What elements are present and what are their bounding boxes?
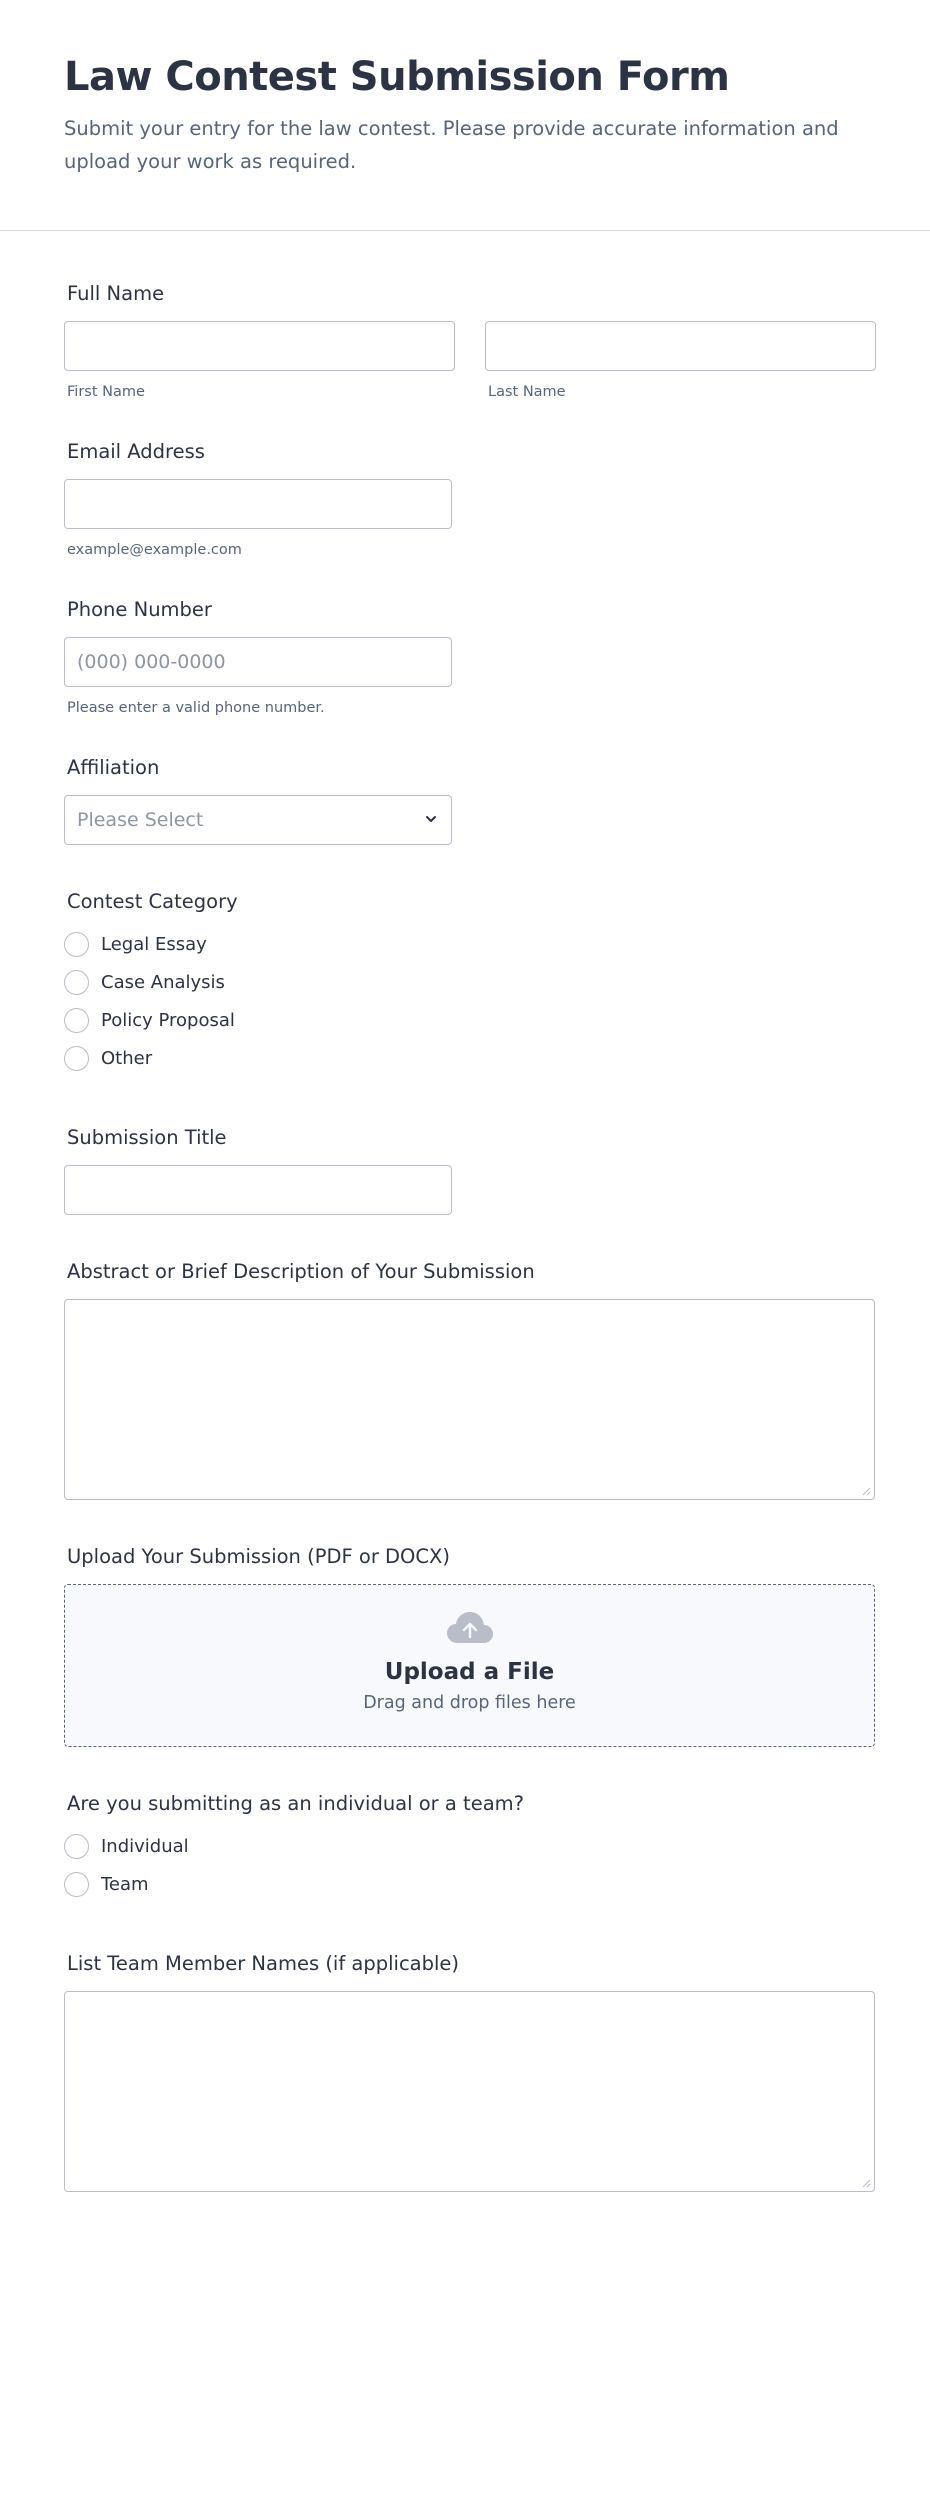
upload-title: Upload a File (384, 1659, 555, 1685)
abstract-field-group (64, 1259, 866, 1500)
radio-label: Team (101, 1873, 149, 1895)
radio-button[interactable] (64, 1046, 89, 1071)
radio-label: Other (101, 1047, 153, 1069)
email-label: Email Address (67, 440, 205, 463)
resize-grip-icon[interactable] (861, 1486, 871, 1496)
radio-button[interactable] (64, 1008, 89, 1033)
email-sublabel: example@example.com (67, 542, 242, 558)
phone-sublabel: Please enter a valid phone number. (67, 700, 325, 716)
first-name-input[interactable] (64, 321, 455, 371)
page-title: Law Contest Submission Form (64, 54, 730, 100)
form-header (0, 0, 930, 231)
participation-option-individual[interactable] (64, 1827, 866, 1865)
radio-button[interactable] (64, 1834, 89, 1859)
radio-label: Case Analysis (101, 971, 225, 993)
affiliation-field-group (64, 755, 866, 845)
full-name-label: Full Name (67, 282, 165, 305)
radio-label: Legal Essay (101, 933, 207, 955)
cloud-upload-icon (445, 1609, 495, 1647)
category-field-group (64, 889, 866, 1077)
participation-option-team[interactable] (64, 1865, 866, 1903)
abstract-textarea[interactable] (64, 1299, 875, 1500)
category-option-other[interactable] (64, 1039, 866, 1077)
participation-radio-group (64, 1827, 866, 1903)
radio-button[interactable] (64, 932, 89, 957)
radio-button[interactable] (64, 1872, 89, 1897)
upload-label: Upload Your Submission (PDF or DOCX) (67, 1545, 450, 1568)
category-option-policy-proposal[interactable] (64, 1001, 866, 1039)
chevron-down-icon (424, 812, 438, 826)
page-subtitle: Submit your entry for the law contest. Please provide accurate information and upload your work as required. (64, 117, 839, 173)
last-name-sublabel: Last Name (488, 384, 566, 400)
participation-field-group (64, 1791, 866, 1903)
radio-button[interactable] (64, 970, 89, 995)
email-input[interactable] (64, 479, 452, 529)
category-option-legal-essay[interactable] (64, 925, 866, 963)
submission-form (0, 231, 930, 2192)
affiliation-selected-value[interactable]: Please Select (64, 795, 452, 845)
submission-title-input[interactable] (64, 1165, 452, 1215)
affiliation-select[interactable] (64, 795, 452, 845)
team-members-textarea[interactable] (64, 1991, 875, 2192)
file-upload-dropzone[interactable] (64, 1584, 875, 1747)
radio-label: Individual (101, 1835, 189, 1857)
submission-title-field-group (64, 1125, 866, 1215)
email-field-group (64, 439, 866, 559)
abstract-label: Abstract or Brief Description of Your Submission (67, 1260, 535, 1283)
upload-field-group (64, 1544, 866, 1747)
category-label: Contest Category (67, 890, 238, 913)
last-name-input[interactable] (485, 321, 876, 371)
radio-label: Policy Proposal (101, 1009, 235, 1031)
category-radio-group (64, 925, 866, 1077)
team-members-field-group (64, 1951, 866, 2192)
phone-input[interactable]: (000) 000-0000 (64, 637, 452, 687)
resize-grip-icon[interactable] (861, 2178, 871, 2188)
participation-label: Are you submitting as an individual or a team? (67, 1792, 524, 1815)
phone-field-group (64, 597, 866, 717)
affiliation-label: Affiliation (67, 756, 160, 779)
upload-hint: Drag and drop files here (363, 1693, 576, 1713)
phone-label: Phone Number (67, 598, 212, 621)
first-name-sublabel: First Name (67, 384, 145, 400)
submission-title-label: Submission Title (67, 1126, 227, 1149)
category-option-case-analysis[interactable] (64, 963, 866, 1001)
full-name-field (64, 281, 866, 401)
team-members-label: List Team Member Names (if applicable) (67, 1952, 460, 1975)
